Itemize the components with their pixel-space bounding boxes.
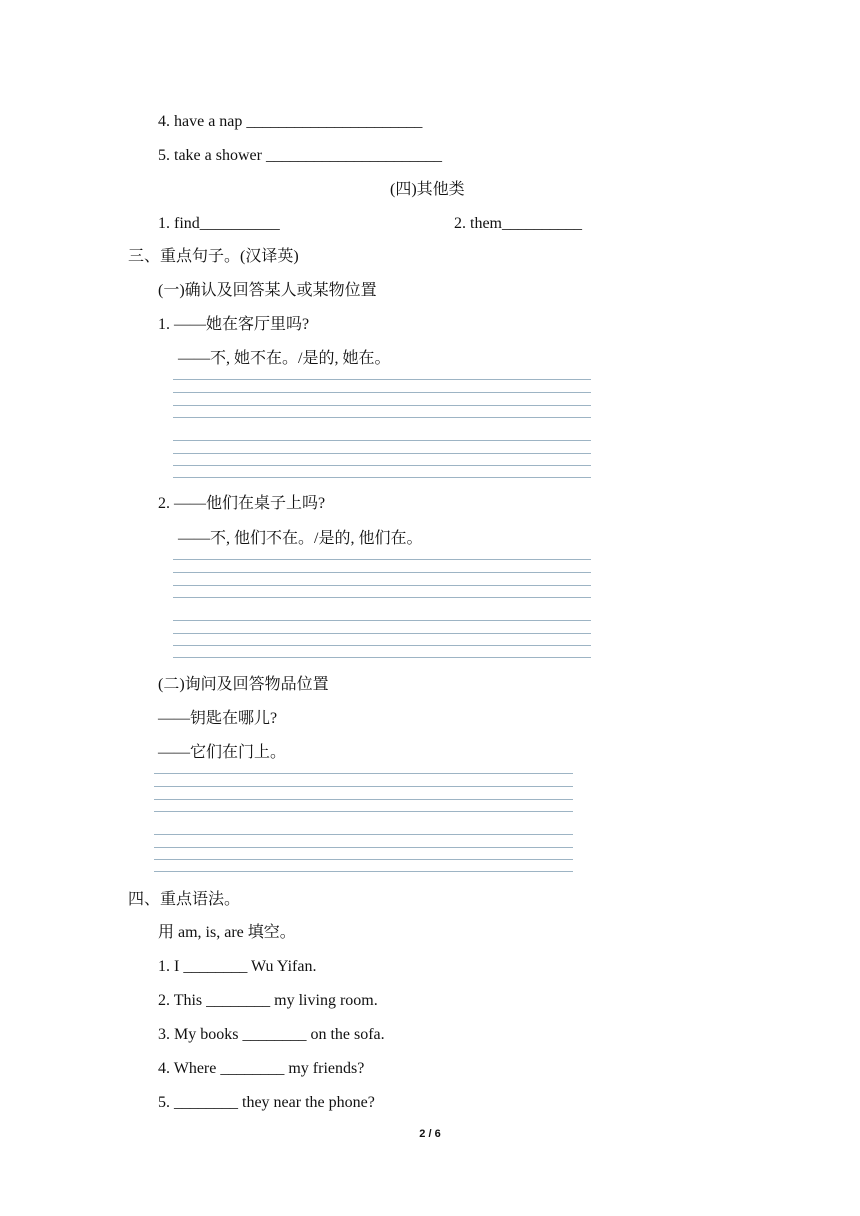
section-heading-key-sentences: 三、重点句子。(汉译英) xyxy=(128,248,299,265)
vocab-item-them: 2. them__________ xyxy=(454,215,582,232)
question-1-ask: 1. ——她在客厅里吗? xyxy=(158,316,310,333)
vocab-item-take-a-shower: 5. take a shower ______________________ xyxy=(158,147,442,164)
section-heading-other: (四)其他类 xyxy=(390,181,465,198)
grammar-item: 5. ________ they near the phone? xyxy=(158,1094,375,1111)
grammar-item: 3. My books ________ on the sofa. xyxy=(158,1026,385,1043)
question-3-answer: ——它们在门上。 xyxy=(158,744,287,761)
vocab-item-find: 1. find__________ xyxy=(158,215,280,232)
section-heading-grammar: 四、重点语法。 xyxy=(128,891,241,908)
question-2-answer: ——不, 他们不在。/是的, 他们在。 xyxy=(178,530,423,547)
grammar-item: 2. This ________ my living room. xyxy=(158,992,378,1009)
grammar-item: 4. Where ________ my friends? xyxy=(158,1060,365,1077)
subsection-heading-confirm-location: (一)确认及回答某人或某物位置 xyxy=(158,282,377,299)
question-2-ask: 2. ——他们在桌子上吗? xyxy=(158,495,326,512)
question-3-ask: ——钥匙在哪儿? xyxy=(158,710,278,727)
vocab-item-have-a-nap: 4. have a nap ______________________ xyxy=(158,113,423,130)
grammar-item: 1. I ________ Wu Yifan. xyxy=(158,958,317,975)
grammar-instruction: 用 am, is, are 填空。 xyxy=(158,924,296,941)
page-number: 2 / 6 xyxy=(419,1128,441,1140)
subsection-heading-ask-location: (二)询问及回答物品位置 xyxy=(158,676,329,693)
question-1-answer: ——不, 她不在。/是的, 她在。 xyxy=(178,350,391,367)
